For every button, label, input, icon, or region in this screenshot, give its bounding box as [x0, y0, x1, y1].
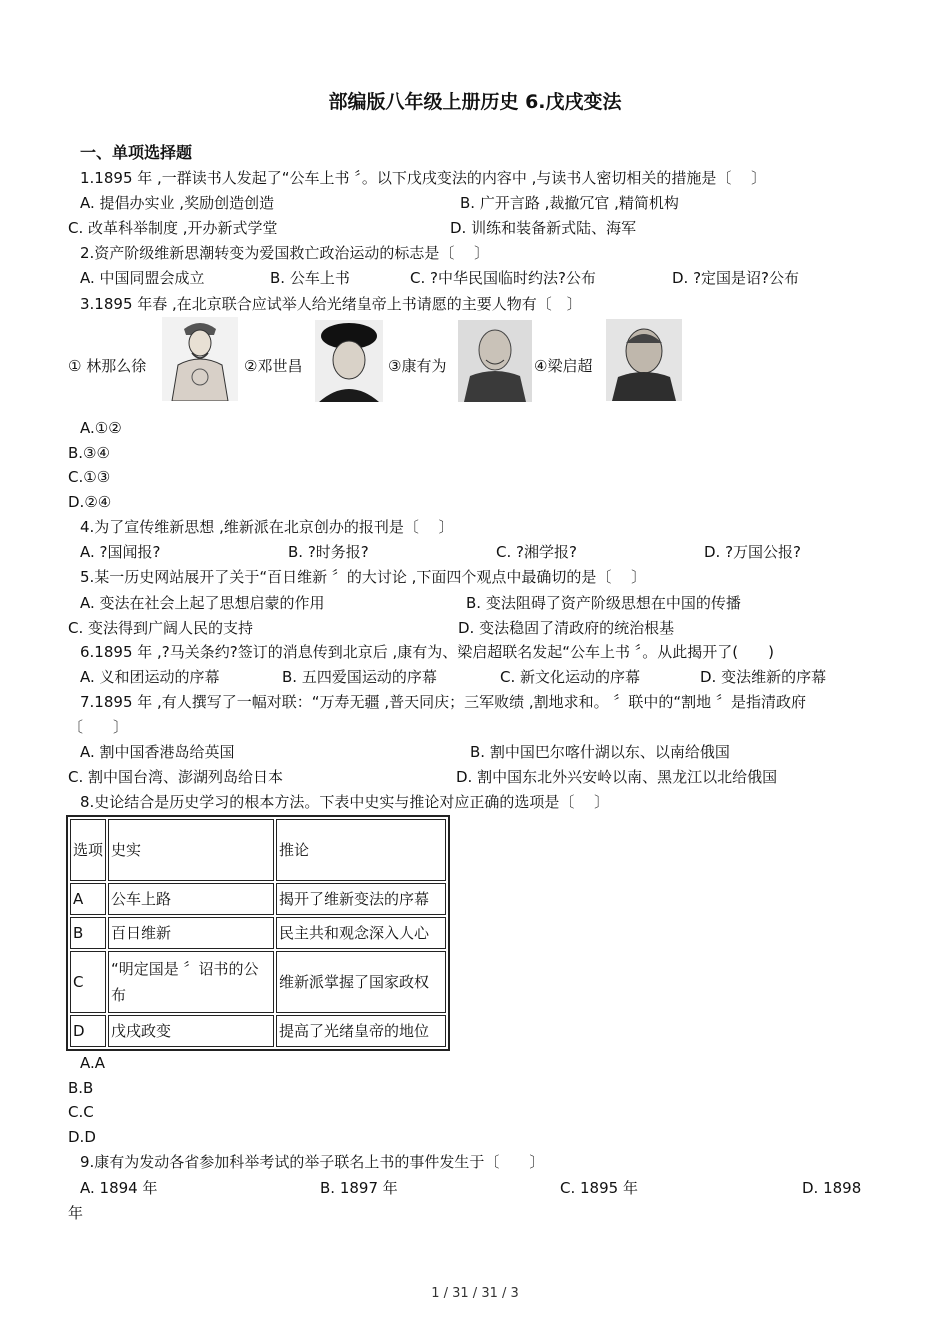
question-7-option-c: C. 割中国台湾、澎湖列岛给日本	[68, 768, 284, 786]
question-9-option-d-wrap: 年	[68, 1204, 84, 1222]
page-footer: 1 / 31 / 31 / 3	[431, 1286, 519, 1301]
table-cell: 揭开了维新变法的序幕	[276, 883, 446, 915]
table-cell: B	[70, 917, 106, 949]
question-6-stem: 6.1895 年 ,?马关条约?签订的消息传到北京后 ,康有为、梁启超联名发起“公车上书 〞。从此揭开了( )	[80, 643, 774, 661]
question-5-option-c: C. 变法得到广阔人民的支持	[68, 619, 254, 637]
question-6-option-a: A. 义和团运动的序幕	[80, 668, 220, 686]
table-cell: A	[70, 883, 106, 915]
question-1-option-a: A. 提倡办实业 ,奖励创造创造	[80, 194, 275, 212]
question-7-stem: 7.1895 年 ,有人撰写了一幅对联：“万寿无疆 ,普天同庆；三军败绩 ,割地求和。 〞联中的“割地 〞是指清政府	[80, 693, 806, 711]
question-7-option-d: D. 割中国东北外兴安岭以南、黑龙江以北给俄国	[456, 768, 778, 786]
question-1-option-d: D. 训练和装备新式陆、海军	[450, 219, 637, 237]
question-3-option-c: C.①③	[68, 468, 111, 486]
question-1-stem: 1.1895 年 ,一群读书人发起了“公车上书 〞。以下戊戌变法的内容中 ,与读书人密切相关的措施是〔 〕	[80, 169, 767, 187]
question-7-option-b: B. 割中国巴尔喀什湖以东、以南给俄国	[470, 743, 730, 761]
portrait-lin-zexu-image	[162, 317, 238, 401]
table-cell: 戊戌政变	[108, 1015, 274, 1047]
question-5-option-d: D. 变法稳固了清政府的统治根基	[458, 619, 675, 637]
question-4-option-d: D. ?万国公报?	[704, 543, 802, 561]
question-3-stem: 3.1895 年春 ,在北京联合应试举人给光绪皇帝上书请愿的主要人物有〔 〕	[80, 295, 582, 313]
table-row	[70, 917, 446, 949]
table-cell: 百日维新	[108, 917, 274, 949]
question-7-option-a: A. 割中国香港岛给英国	[80, 743, 235, 761]
question-3-option-d: D.②④	[68, 493, 112, 511]
table-cell: D	[70, 1015, 106, 1047]
question-8-option-b: B.B	[68, 1079, 94, 1097]
table-cell: 公车上路	[108, 883, 274, 915]
person-label-3: ③康有为	[388, 357, 447, 375]
question-9-option-b: B. 1897 年	[320, 1179, 398, 1197]
question-3-option-a: A.①②	[80, 419, 122, 437]
portrait-deng-shichang-image	[315, 320, 383, 402]
table-cell: 民主共和观念深入人心	[276, 917, 446, 949]
table-header-cell: 史实	[108, 819, 274, 881]
question-4-option-c: C. ?湘学报?	[496, 543, 577, 561]
question-4-stem: 4.为了宣传维新思想 ,维新派在北京创办的报刊是〔 〕	[80, 518, 454, 536]
question-7-stem-cont: 〔 〕	[68, 718, 129, 736]
question-9-option-d: D. 1898	[802, 1179, 862, 1197]
portrait-liang-qichao-image	[606, 319, 682, 401]
section-heading: 一、单项选择题	[80, 143, 193, 162]
question-1-option-c: C. 改革科举制度 ,开办新式学堂	[68, 219, 278, 237]
question-9-stem: 9.康有为发动各省参加科举考试的举子联名上书的事件发生于〔 〕	[80, 1153, 545, 1171]
question-5-stem: 5.某一历史网站展开了关于“百日维新 〞的大讨论 ,下面四个观点中最确切的是〔 〕	[80, 568, 647, 586]
portrait-kang-youwei-image	[458, 320, 532, 402]
question-6-option-d: D. 变法维新的序幕	[700, 668, 827, 686]
question-8-stem: 8.史论结合是历史学习的根本方法。下表中史实与推论对应正确的选项是〔 〕	[80, 793, 610, 811]
table-cell: 维新派掌握了国家政权	[276, 951, 446, 1013]
question-6-option-b: B. 五四爱国运动的序幕	[282, 668, 437, 686]
table-row	[70, 1015, 446, 1047]
history-table	[66, 815, 450, 1051]
person-label-1: ① 林那么徐	[68, 357, 147, 375]
table-header-cell: 选项	[70, 819, 106, 881]
question-2-stem: 2.资产阶级维新思潮转变为爱国救亡政治运动的标志是〔 〕	[80, 244, 490, 262]
question-8-option-d: D.D	[68, 1128, 96, 1146]
question-2-option-c: C. ?中华民国临时约法?公布	[410, 269, 596, 287]
question-6-option-c: C. 新文化运动的序幕	[500, 668, 641, 686]
table-header-cell: 推论	[276, 819, 446, 881]
person-label-4: ④梁启超	[534, 357, 593, 375]
table-row	[70, 951, 446, 1013]
question-4-option-b: B. ?时务报?	[288, 543, 369, 561]
question-9-option-a: A. 1894 年	[80, 1179, 158, 1197]
question-9-option-c: C. 1895 年	[560, 1179, 638, 1197]
question-3-option-b: B.③④	[68, 444, 110, 462]
question-2-option-a: A. 中国同盟会成立	[80, 269, 205, 287]
question-2-option-b: B. 公车上书	[270, 269, 350, 287]
person-label-2: ②邓世昌	[244, 357, 303, 375]
question-8-option-c: C.C	[68, 1103, 94, 1121]
question-4-option-a: A. ?国闻报?	[80, 543, 161, 561]
table-header-row	[70, 819, 446, 881]
page-title: 部编版八年级上册历史 6.戊戌变法	[328, 91, 622, 113]
question-8-option-a: A.A	[80, 1054, 106, 1072]
question-2-option-d: D. ?定国是诏?公布	[672, 269, 800, 287]
table-row	[70, 883, 446, 915]
question-1-option-b: B. 广开言路 ,裁撤冗官 ,精简机构	[460, 194, 679, 212]
table-cell: C	[70, 951, 106, 1013]
table-cell: “明定国是 〞诏书的公布	[108, 951, 274, 1013]
question-5-option-b: B. 变法阻碍了资产阶级思想在中国的传播	[466, 594, 741, 612]
question-5-option-a: A. 变法在社会上起了思想启蒙的作用	[80, 594, 325, 612]
table-cell: 提高了光绪皇帝的地位	[276, 1015, 446, 1047]
